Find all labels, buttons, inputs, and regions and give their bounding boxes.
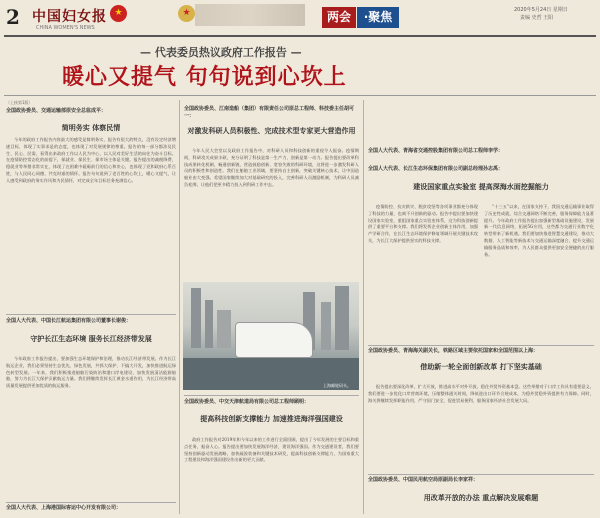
article-9-subhead: 用改革开放的办法 重点解决发展难题	[423, 493, 539, 502]
divider	[184, 395, 359, 396]
photo-caption: 上海邮轮码头。	[323, 383, 351, 388]
photo-building	[335, 286, 349, 350]
article-5-speaker: 全国政协委员、中交天津航道局有限公司总工程师顾明：	[184, 399, 310, 405]
article-5-body: 政府工作报告对2019年和今年以来的工作进行全面回顾，提出了今年发展的主要目标和重点任务，振奋人心。报告提出要加快发展海洋经济，建设海洋强国。作为交通建设者，我们要坚持创新驱动发展战略，加快疏浚装备和关键技术研发，提高科技创新支撑能力，为国家重大工程建设和海洋强国建设作出新的更大贡献。	[184, 437, 359, 463]
cruise-terminal-photo	[183, 282, 359, 390]
article-6-speaker: 全国人大代表、长江生态环保集团有限公司副总经理孙志禹：	[368, 166, 504, 172]
masthead	[0, 0, 600, 34]
page-number: 2	[6, 5, 20, 29]
divider	[368, 474, 594, 475]
article-9-speaker: 全国政协委员、中国民用航空局原副局长李家祥：	[368, 477, 479, 483]
article-8-subhead: 借助新一轮全面创新改革 打下坚实基础	[420, 362, 542, 371]
article-2-subhead: 守护长江生态环境 服务长江经济带发展	[30, 334, 152, 343]
header-banner-image	[195, 4, 305, 26]
article-2-body: 今年政府工作报告提出，要加强生态环境保护和治理，推动长江经济带发展。作为长江航运企业，我们必须坚持生态优先、绿色发展，共抓大保护、不搞大开发，加快推进航运绿色转型发展。一年来，我们积极推进船舶污染防治和港口岸电建设，加快发展清洁能源船舶，努力为长江大保护贡献航运力量。我们将继续发挥长江黄金水道作用，为长江经济带高质量发展提供更加优质的航运服务。	[6, 356, 176, 389]
feature-headline: 暖心又提气 句句说到心坎上	[62, 64, 347, 90]
article-2-speaker: 全国人大代表、中国长江航运集团有限公司董事长谢俊：	[6, 318, 132, 324]
divider	[6, 502, 176, 503]
article-5-subhead: 提高科技创新支撑能力 加速推进海洋强国建设	[200, 414, 343, 423]
column-rule	[179, 100, 180, 514]
article-3-speaker: 全国人大代表、上海港国际客运中心开发有限公司：	[6, 505, 122, 511]
paper-sub: CHINA WOMEN'S NEWS	[36, 25, 95, 31]
article-7-body: “十三五”以来，在国家支持下，我国交通运输事业取得了历史性成就，综合交通网络不断完善，服务保障能力显著提升。今年政府工作报告提出加强新型基础设施建设，发展新一代信息网络，拓展5G应用，这些都为交通行业数字化转型带来了新机遇。我们要加快推进智慧交通建设，推动大数据、人工智能等新技术与交通运输深度融合，提升交通运输服务品质和效率，为人民群众提供更加安全便捷的出行服务。	[484, 204, 594, 257]
photo-building	[205, 300, 213, 348]
column-rule	[363, 100, 364, 514]
divider	[6, 314, 176, 315]
national-emblem-icon: ★	[178, 5, 195, 22]
section-title: ·聚焦	[357, 7, 399, 28]
divider	[368, 345, 594, 346]
article-4-speaker: 全国政协委员、江南造船（集团）有限责任公司原总工程师、科技委主任胡可一：	[184, 106, 355, 119]
article-4-body: 今年人民大会堂以及政府工作报告中，对科研人员和科技创新的重视令人振奋。疫情期间，科研攻关成果丰硕，充分证明了科技是第一生产力、创新是第一动力。报告提出要改革科技成果转化机制，畅通创新链，营造鼓励创新、宽容失败的科研环境，这将进一步激发科研人员的积极性和创造性。我们在船舶工业领域，要坚持自主创新，突破关键核心技术，让中国造船业由大变强。希望国家继续加大对基础研究的投入，完善科研人员激励机制，为科研人员减负松绑，让他们把更多精力投入到科研工作中去。	[184, 148, 359, 187]
photo-cruise-ship	[235, 322, 313, 358]
party-emblem-icon: ★	[110, 5, 127, 22]
photo-building	[321, 302, 331, 350]
article-6-subhead: 建设国家重点实验室 提高深海水面挖掘能力	[413, 182, 549, 191]
article-6-body: 疫情防控、抗灾救灾、脱贫攻坚等各项事业都充分体现了科技的力量，也离不开创新的驱动。报告中提出要加快建设国家实验室，重组国家重点实验室体系，这为科技创新提供了重要平台和支撑。我们将发挥企业创新主体作用，加强产学研合作，在长江生态环境保护修复领域开展关键技术攻关，为长江大保护提供坚实的科技支撑。	[368, 204, 478, 243]
header-rule	[4, 35, 596, 37]
article-1-speaker: 全国政协委员、交通运输部原安全总监成平：	[6, 108, 107, 114]
article-8-speaker: 全国政协委员、青海海关副关长，铁路区域主要依托国家和全国范围以上海：	[368, 348, 539, 354]
article-1-body: 今年的政府工作报告内容最大的感受是简明务实，报告有很大的特点，没有设定经济增速目标，体现了实事求是的态度，也体现了对发展规律的尊重。报告的每一部分都涉及民生、民心、民需，看得出来政府工作以人民为中心，以人民对美好生活的向往为奋斗目标。在疫情防控常态化的前提下，保就业、保民生、保市场主体是关键。报告提出的减税降费、稳就业等举措非常实在，体现了在困难中砥砺前行的信心和决心，也体现了党和政府心系百姓，与人民同心同德、共克时艰的情怀。报告句句说到了老百姓的心坎上，暖心又提气，让人感受到政府的务实作风和为民情怀，对完成全年目标任务充满信心。	[6, 137, 176, 183]
editor-credits: 责编 史哲 王阳	[520, 15, 554, 21]
issue-date: 2020年5月24日 星期日	[514, 7, 568, 13]
continuation-note: （上接第1版）	[6, 100, 33, 105]
article-8-body: 报告提出要深化改革，扩大开放，推进高水平对外开放，稳住外贸外资基本盘。这些举措对于口岸工作具有重要意义。我们要进一步优化口岸营商环境，压缩整体通关时间，降低进出口环节合规成本，为稳外贸稳外资提供有力保障。同时，海关将继续发挥职能作用，严守国门安全，促进贸易便利，服务国家经济社会发展大局。	[368, 384, 594, 403]
feature-kicker: — 代表委员热议政府工作报告 —	[140, 46, 302, 59]
paper-name: 中国妇女报	[32, 9, 107, 25]
article-7-speaker: 全国人大代表、青海省交通控股集团有限公司总工程师李学：	[368, 148, 504, 154]
article-4-subhead: 对激发科研人员积极性、完成技术型专家更大营造作用	[187, 126, 356, 135]
article-1-subhead: 简明务实 体察民情	[61, 123, 121, 132]
section-tag: 两会	[322, 7, 356, 28]
photo-building	[217, 310, 231, 348]
headline-rule	[4, 95, 596, 96]
photo-building	[191, 288, 201, 348]
